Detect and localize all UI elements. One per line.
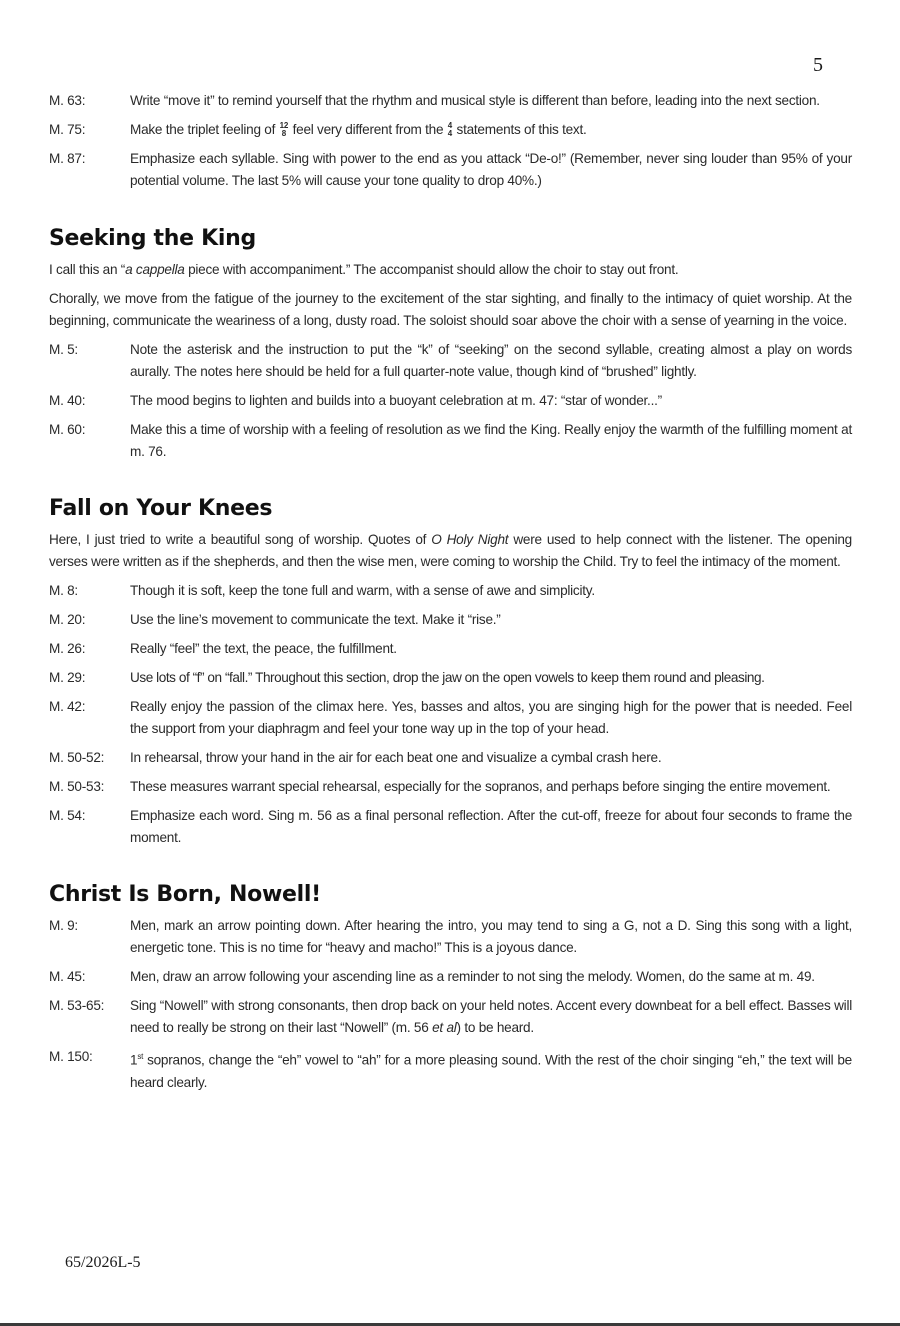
note-text-part: ) to be heard. bbox=[456, 1020, 534, 1035]
note-m26 bbox=[49, 638, 852, 660]
paragraph-text: I call this an “ bbox=[49, 262, 126, 277]
measure-label: M. 87: bbox=[49, 151, 86, 166]
italic-text: a cappella bbox=[125, 262, 185, 277]
note-text-part: Sing “Nowell” with strong consonants, then drop back on your held notes. Accent every downbeat for a bell effect. Basses will need to really be strong on their last “Nowell” (m. 56 bbox=[130, 998, 852, 1035]
paragraph: Chorally, we move from the fatigue of the journey to the excitement of the star sighting, and finally to the intimacy of quiet worship. At the beginning, communicate the weariness of a long, dusty road. The soloist should soar above the choir with a sense of yearning in the voice. bbox=[49, 291, 852, 328]
note-text bbox=[130, 995, 852, 1039]
note-text: Write “move it” to remind yourself that the rhythm and musical style is different than before, leading into the next section. bbox=[130, 93, 820, 108]
time-signature-4-4: 4 4 bbox=[447, 121, 452, 139]
section-title-seeking-the-king: Seeking the King bbox=[49, 226, 256, 251]
section-title-christ-is-born-nowell: Christ Is Born, Nowell! bbox=[49, 882, 321, 907]
note-text bbox=[130, 119, 852, 141]
note-m63 bbox=[49, 90, 852, 112]
note-text: Men, draw an arrow following your ascending line as a reminder to not sing the melody. Women, do the same at m. 49. bbox=[130, 969, 815, 984]
note-text: Make this a time of worship with a feeling of resolution as we find the King. Really enjoy the warmth of the fulfilling moment at m. 76. bbox=[130, 422, 852, 459]
paragraph bbox=[49, 529, 852, 573]
measure-label: M. 26: bbox=[49, 641, 86, 656]
note-m8 bbox=[49, 580, 852, 602]
note-m5 bbox=[49, 339, 852, 383]
measure-label: M. 29: bbox=[49, 670, 86, 685]
measure-label: M. 40: bbox=[49, 393, 86, 408]
measure-label: M. 5: bbox=[49, 342, 78, 357]
note-m40 bbox=[49, 390, 852, 412]
paragraph-text: Here, I just tried to write a beautiful song of worship. Quotes of bbox=[49, 532, 432, 547]
note-text-part: sopranos, change the “eh” vowel to “ah” for a more pleasing sound. With the rest of the choir singing “eh,” the text will be heard clearly. bbox=[130, 1052, 852, 1090]
measure-label: M. 150: bbox=[49, 1049, 93, 1064]
note-text: The mood begins to lighten and builds into a buoyant celebration at m. 47: “star of wonder...” bbox=[130, 393, 662, 408]
note-text: Emphasize each syllable. Sing with power to the end as you attack “De-o!” (Remember, never sing louder than 95% of your potential volume. The last 5% will cause your tone quality to drop 40%.) bbox=[130, 151, 852, 188]
note-m150 bbox=[49, 1046, 852, 1094]
measure-label: M. 63: bbox=[49, 93, 86, 108]
note-m50-53 bbox=[49, 776, 852, 798]
time-signature-12-8: 12 8 bbox=[279, 121, 289, 139]
note-text: Really enjoy the passion of the climax here. Yes, basses and altos, you are singing high for the power that is needed. Feel the support from your diaphragm and feel your tone way up in the top of your head. bbox=[130, 699, 852, 736]
italic-text: O Holy Night bbox=[431, 532, 509, 547]
page-number: 5 bbox=[813, 54, 823, 76]
measure-label: M. 54: bbox=[49, 808, 86, 823]
note-text: Emphasize each word. Sing m. 56 as a final personal reflection. After the cut-off, freeze for about four seconds to frame the moment. bbox=[130, 808, 852, 845]
measure-label: M. 50-53: bbox=[49, 779, 105, 794]
note-text: Men, mark an arrow pointing down. After hearing the intro, you may tend to sing a G, not a D. Sing this song with a light, energetic tone. This is no time for “heavy and macho!” This is a joyous dance. bbox=[130, 918, 852, 955]
note-text: Use the line’s movement to communicate the text. Make it “rise.” bbox=[130, 612, 501, 627]
measure-label: M. 53-65: bbox=[49, 998, 105, 1013]
measure-label: M. 60: bbox=[49, 422, 86, 437]
note-m9 bbox=[49, 915, 852, 959]
note-text: Note the asterisk and the instruction to put the “k” of “seeking” on the second syllable, creating almost a play on words aurally. The notes here should be held for a full quarter-note value, though kind of “brushed” lightly. bbox=[130, 342, 852, 379]
note-m60 bbox=[49, 419, 852, 463]
paragraph bbox=[49, 259, 852, 281]
measure-label: M. 42: bbox=[49, 699, 86, 714]
note-m42 bbox=[49, 696, 852, 740]
note-text: These measures warrant special rehearsal, especially for the sopranos, and perhaps before singing the entire movement. bbox=[130, 779, 831, 794]
ordinal-suffix: st bbox=[137, 1052, 144, 1061]
italic-text: et al bbox=[432, 1020, 457, 1035]
measure-label: M. 8: bbox=[49, 583, 78, 598]
note-text: Really “feel” the text, the peace, the fulfillment. bbox=[130, 641, 397, 656]
note-text: In rehearsal, throw your hand in the air for each beat one and visualize a cymbal crash here. bbox=[130, 750, 662, 765]
measure-label: M. 9: bbox=[49, 918, 78, 933]
note-m87 bbox=[49, 148, 852, 192]
note-m45 bbox=[49, 966, 852, 988]
note-text: Use lots of “f” on “fall.” Throughout this section, drop the jaw on the open vowels to keep them round and pleasing. bbox=[130, 670, 765, 685]
note-text-part: Make the triplet feeling of bbox=[130, 122, 279, 137]
section-title-fall-on-your-knees: Fall on Your Knees bbox=[49, 496, 273, 521]
note-m20 bbox=[49, 609, 852, 631]
measure-label: M. 20: bbox=[49, 612, 86, 627]
paragraph-text: piece with accompaniment.” The accompanist should allow the choir to stay out front. bbox=[184, 262, 679, 277]
note-text bbox=[130, 1046, 852, 1094]
note-text-part: feel very different from the bbox=[289, 122, 447, 137]
note-text-part: 1 bbox=[130, 1052, 138, 1068]
note-m29 bbox=[49, 667, 852, 689]
note-m50-52 bbox=[49, 747, 852, 769]
note-text-part: statements of this text. bbox=[453, 122, 587, 137]
note-m53-65 bbox=[49, 995, 852, 1039]
note-m75 bbox=[49, 119, 852, 141]
footer-catalog-number: 65/2026L-5 bbox=[65, 1254, 141, 1271]
document-body bbox=[49, 90, 852, 1101]
note-m54 bbox=[49, 805, 852, 849]
measure-label: M. 50-52: bbox=[49, 750, 105, 765]
measure-label: M. 75: bbox=[49, 122, 86, 137]
measure-label: M. 45: bbox=[49, 969, 86, 984]
note-text: Though it is soft, keep the tone full and warm, with a sense of awe and simplicity. bbox=[130, 583, 595, 598]
paragraph-text: were used to help connect with the listener. The opening verses were written as if the shepherds, and then the wise men, were coming to worship the Child. Try to feel the intimacy of the moment. bbox=[49, 532, 852, 569]
